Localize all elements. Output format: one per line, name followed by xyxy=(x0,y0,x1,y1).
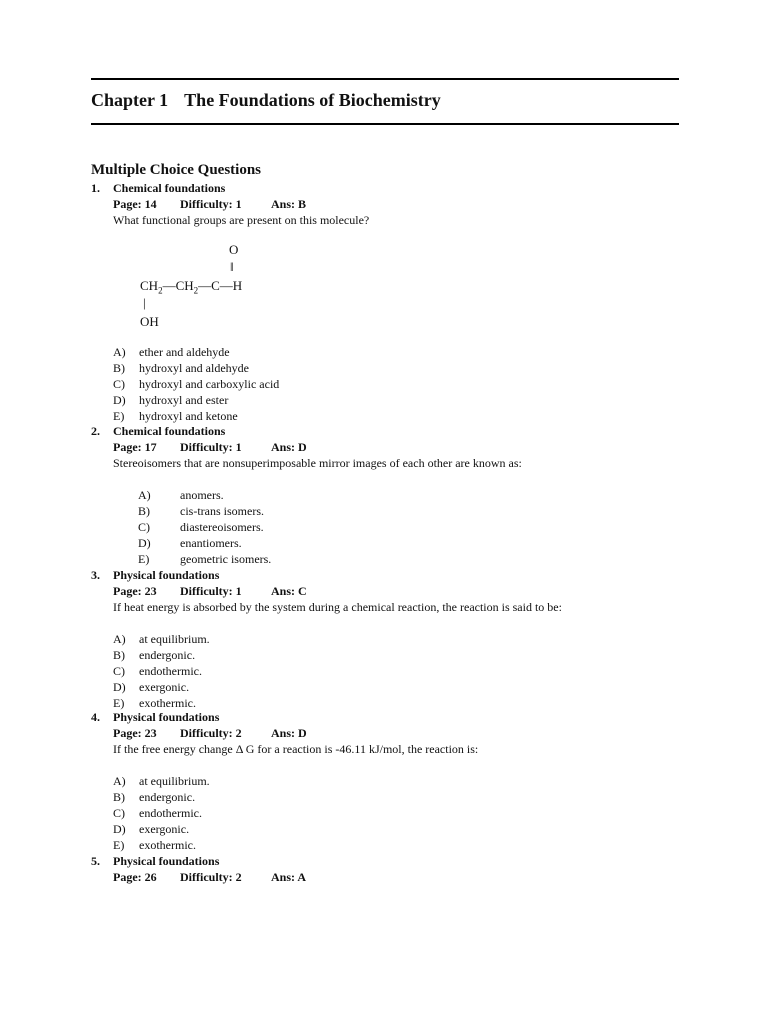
question-number: 3. xyxy=(91,568,100,582)
option-b xyxy=(91,503,691,519)
question-page: Page: 26 xyxy=(113,870,157,884)
question-difficulty: Difficulty: 1 xyxy=(180,584,242,598)
question-topic: Physical foundations xyxy=(113,568,220,582)
question-page: Page: 23 xyxy=(113,584,157,598)
option-d xyxy=(91,679,691,695)
option-text: hydroxyl and ketone xyxy=(139,409,238,423)
question-page: Page: 14 xyxy=(113,197,157,211)
question-difficulty: Difficulty: 1 xyxy=(180,440,242,454)
question-5 xyxy=(91,853,691,885)
option-text: exergonic. xyxy=(139,822,190,836)
option-c xyxy=(91,805,691,821)
option-text: endergonic. xyxy=(139,648,196,662)
option-letter: C) xyxy=(113,377,125,391)
option-d xyxy=(91,821,691,837)
molecule-ch2-a: CH xyxy=(140,278,159,293)
question-number: 4. xyxy=(91,710,100,724)
chapter-number: Chapter 1 xyxy=(91,90,169,110)
option-text: geometric isomers. xyxy=(180,552,272,566)
question-difficulty: Difficulty: 1 xyxy=(180,197,242,211)
option-text: at equilibrium. xyxy=(139,774,210,788)
question-page: Page: 17 xyxy=(113,440,157,454)
question-text: What functional groups are present on this molecule? xyxy=(113,213,370,227)
question-number: 5. xyxy=(91,854,100,868)
question-topic: Physical foundations xyxy=(113,854,220,868)
option-c xyxy=(91,519,691,535)
option-letter: E) xyxy=(113,838,125,852)
question-number: 2. xyxy=(91,424,100,438)
option-letter: D) xyxy=(138,536,151,550)
molecule-hydroxyl: OH xyxy=(140,314,159,329)
option-d xyxy=(91,535,691,551)
question-answer: Ans: A xyxy=(271,870,307,884)
section-title: Multiple Choice Questions xyxy=(91,162,262,178)
molecule-bond-1: — xyxy=(162,278,176,293)
option-letter: E) xyxy=(113,696,125,710)
question-difficulty: Difficulty: 2 xyxy=(180,870,242,884)
option-b xyxy=(91,789,691,805)
question-difficulty: Difficulty: 2 xyxy=(180,726,242,740)
option-letter: C) xyxy=(113,664,125,678)
option-text: exothermic. xyxy=(139,696,196,710)
option-letter: C) xyxy=(113,806,125,820)
molecule-sub-a: 2 xyxy=(158,285,163,296)
molecule-double-bond: ‖ xyxy=(230,259,234,274)
question-answer: Ans: D xyxy=(271,726,307,740)
question-topic: Chemical foundations xyxy=(113,181,226,195)
option-text: anomers. xyxy=(180,488,224,502)
question-answer: Ans: C xyxy=(271,584,307,598)
option-letter: D) xyxy=(113,393,126,407)
question-text: Stereoisomers that are nonsuperimposable mirror images of each other are known as: xyxy=(113,456,522,470)
header-rule-bottom xyxy=(91,123,679,125)
option-letter: B) xyxy=(113,648,125,662)
question-answer: Ans: D xyxy=(271,440,307,454)
option-b xyxy=(91,360,691,376)
molecule-carbon: C xyxy=(211,278,220,293)
option-a xyxy=(91,631,691,647)
option-letter: E) xyxy=(113,409,125,423)
question-topic: Chemical foundations xyxy=(113,424,226,438)
molecule-sub-b: 2 xyxy=(193,285,199,296)
chapter-title: The Foundations of Biochemistry xyxy=(184,90,441,110)
option-text: endergonic. xyxy=(139,790,196,804)
option-text: endothermic. xyxy=(139,806,202,820)
option-d xyxy=(91,392,691,408)
option-text: cis-trans isomers. xyxy=(180,504,264,518)
question-topic: Physical foundations xyxy=(113,710,220,724)
option-text: hydroxyl and ester xyxy=(139,393,229,407)
question-number: 1. xyxy=(91,181,100,195)
option-letter: B) xyxy=(113,361,125,375)
option-a xyxy=(91,344,691,360)
option-text: hydroxyl and carboxylic acid xyxy=(139,377,280,391)
option-e xyxy=(91,551,691,567)
molecule-diagram xyxy=(140,242,300,332)
question-1-options xyxy=(91,344,691,424)
question-text: If heat energy is absorbed by the system during a chemical reaction, the reaction is said to be: xyxy=(113,600,562,614)
option-letter: D) xyxy=(113,680,126,694)
option-text: endothermic. xyxy=(139,664,202,678)
option-text: at equilibrium. xyxy=(139,632,210,646)
option-text: enantiomers. xyxy=(180,536,242,550)
option-letter: A) xyxy=(113,345,126,359)
option-letter: A) xyxy=(113,632,126,646)
option-letter: B) xyxy=(138,504,150,518)
molecule-oxygen: O xyxy=(229,242,239,257)
option-letter: E) xyxy=(138,552,150,566)
option-a xyxy=(91,773,691,789)
option-text: exergonic. xyxy=(139,680,190,694)
option-text: ether and aldehyde xyxy=(139,345,230,359)
option-e xyxy=(91,837,691,853)
molecule-bond-2: — xyxy=(198,278,212,293)
option-text: exothermic. xyxy=(139,838,196,852)
question-answer: Ans: B xyxy=(271,197,307,211)
option-a xyxy=(91,487,691,503)
option-text: diastereoisomers. xyxy=(180,520,264,534)
option-c xyxy=(91,663,691,679)
molecule-chain xyxy=(140,278,242,296)
question-1 xyxy=(91,180,691,228)
option-letter: D) xyxy=(113,822,126,836)
question-3 xyxy=(91,567,691,711)
option-letter: B) xyxy=(113,790,125,804)
question-2 xyxy=(91,423,691,567)
chapter-heading xyxy=(91,90,441,111)
question-page: Page: 23 xyxy=(113,726,157,740)
molecule-hydrogen: H xyxy=(232,278,243,293)
option-c xyxy=(91,376,691,392)
molecule-ch2-b: CH xyxy=(175,278,194,293)
molecule-bond-3: — xyxy=(219,278,233,293)
question-4 xyxy=(91,709,691,853)
option-e xyxy=(91,408,691,424)
header-rule-top xyxy=(91,78,679,80)
option-letter: A) xyxy=(138,488,151,502)
option-b xyxy=(91,647,691,663)
option-text: hydroxyl and aldehyde xyxy=(139,361,249,375)
question-text: If the free energy change Δ G for a reaction is -46.11 kJ/mol, the reaction is: xyxy=(113,742,479,756)
molecule-vertical-bond: | xyxy=(143,295,146,310)
option-letter: A) xyxy=(113,774,126,788)
option-letter: C) xyxy=(138,520,150,534)
